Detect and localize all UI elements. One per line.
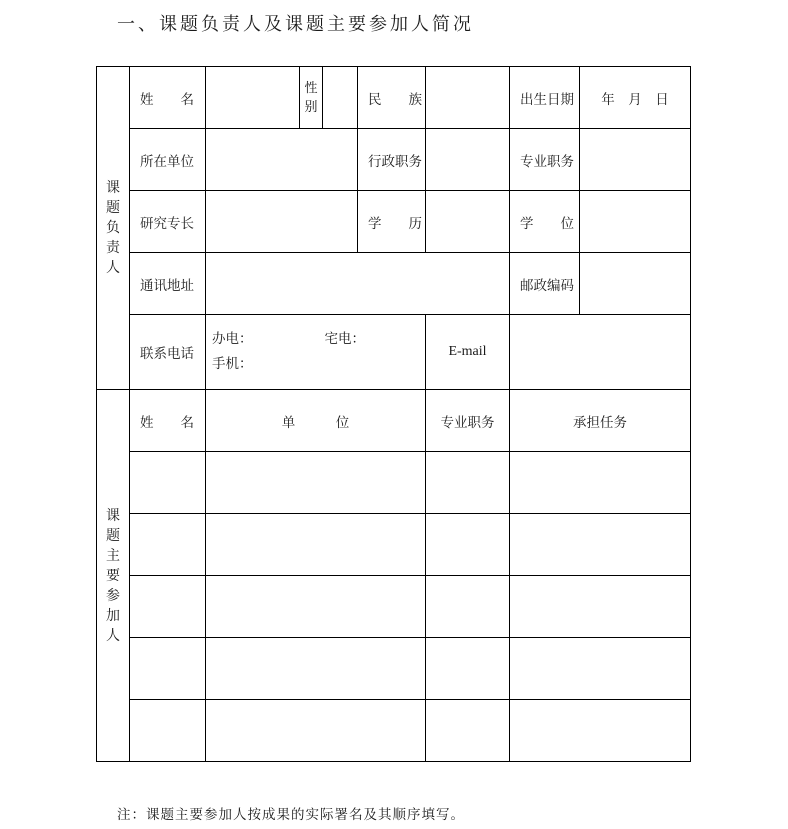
- participant-unit-field[interactable]: [206, 576, 426, 638]
- leader-pro-title-field[interactable]: [580, 129, 691, 191]
- leader-phone-field[interactable]: [206, 315, 426, 390]
- leader-ethnicity-label: 民 族: [358, 67, 426, 129]
- participants-label-char: 加: [106, 607, 120, 624]
- leader-phone-label: 联系电话: [130, 315, 206, 390]
- participant-unit-field[interactable]: [206, 452, 426, 514]
- leader-gender-label: [300, 67, 323, 129]
- participants-header-task: 承担任务: [510, 390, 691, 452]
- participants-header-pro-title: 专业职务: [426, 390, 510, 452]
- leader-education-field[interactable]: [426, 191, 510, 253]
- leader-name-label: 姓 名: [130, 67, 206, 129]
- participants-header-name: 姓 名: [130, 390, 206, 452]
- participant-row: [97, 700, 691, 762]
- leader-postcode-label: 邮政编码: [510, 253, 580, 315]
- participant-name-field[interactable]: [130, 638, 206, 700]
- leader-org-label: 所在单位: [130, 129, 206, 191]
- participant-task-field[interactable]: [510, 452, 691, 514]
- participant-unit-field[interactable]: [206, 638, 426, 700]
- home-phone-label: 宅电：: [324, 331, 365, 347]
- leader-row-contact: [97, 315, 691, 390]
- participant-row: [97, 514, 691, 576]
- participant-unit-field[interactable]: [206, 514, 426, 576]
- participants-label-char: 人: [106, 627, 120, 644]
- participants-label-char: 主: [106, 547, 120, 564]
- leader-org-field[interactable]: [206, 129, 358, 191]
- footnote: 注：课题主要参加人按成果的实际署名及其顺序填写。: [117, 807, 465, 823]
- leader-section-label: [97, 67, 130, 390]
- leader-label-char: 人: [106, 260, 120, 276]
- leader-education-label: 学 历: [358, 191, 426, 253]
- phone-line-1: [212, 327, 425, 352]
- leader-ethnicity-field[interactable]: [426, 67, 510, 129]
- leader-address-field[interactable]: [206, 253, 510, 315]
- participants-header-unit: 单 位: [206, 390, 426, 452]
- leader-pro-title-label: 专业职务: [510, 129, 580, 191]
- participant-name-field[interactable]: [130, 700, 206, 762]
- leader-email-label: E-mail: [426, 315, 510, 390]
- page-title: 一、课题负责人及课题主要参加人简况: [117, 14, 474, 35]
- leader-row-education: [97, 191, 691, 253]
- gender-label-char: 别: [304, 99, 318, 115]
- leader-birth-label: 出生日期: [510, 67, 580, 129]
- participants-header-row: [97, 390, 691, 452]
- leader-birth-field[interactable]: 年 月 日: [580, 67, 691, 129]
- leader-email-field[interactable]: [510, 315, 691, 390]
- leader-row-address: [97, 253, 691, 315]
- participant-pro-title-field[interactable]: [426, 514, 510, 576]
- participant-name-field[interactable]: [130, 576, 206, 638]
- leader-admin-title-label: 行政职务: [358, 129, 426, 191]
- leader-degree-label: 学 位: [510, 191, 580, 253]
- leader-specialty-label: 研究专长: [130, 191, 206, 253]
- participant-task-field[interactable]: [510, 638, 691, 700]
- participant-pro-title-field[interactable]: [426, 452, 510, 514]
- participant-name-field[interactable]: [130, 514, 206, 576]
- participant-task-field[interactable]: [510, 576, 691, 638]
- leader-label-char: 责: [106, 240, 120, 256]
- participants-label-char: 题: [106, 527, 120, 544]
- participant-unit-field[interactable]: [206, 700, 426, 762]
- participant-pro-title-field[interactable]: [426, 576, 510, 638]
- participants-label-char: 参: [106, 587, 120, 604]
- leader-gender-field[interactable]: [323, 67, 358, 129]
- participant-task-field[interactable]: [510, 700, 691, 762]
- leader-postcode-field[interactable]: [580, 253, 691, 315]
- participant-task-field[interactable]: [510, 514, 691, 576]
- project-personnel-table: [96, 66, 691, 762]
- participants-label-char: 要: [106, 567, 120, 584]
- participant-pro-title-field[interactable]: [426, 638, 510, 700]
- leader-label-char: 题: [106, 200, 120, 216]
- leader-address-label: 通讯地址: [130, 253, 206, 315]
- participant-row: [97, 576, 691, 638]
- leader-specialty-field[interactable]: [206, 191, 358, 253]
- gender-label-char: 性: [304, 80, 318, 96]
- participant-row: [97, 638, 691, 700]
- leader-row-org: [97, 129, 691, 191]
- leader-label-char: 负: [106, 220, 120, 236]
- office-phone-label: 办电：: [212, 331, 253, 347]
- leader-name-field[interactable]: [206, 67, 300, 129]
- participant-name-field[interactable]: [130, 452, 206, 514]
- participants-section-label: [97, 390, 130, 762]
- leader-label-char: 课: [106, 180, 120, 196]
- phone-line-2: [212, 352, 425, 377]
- participant-pro-title-field[interactable]: [426, 700, 510, 762]
- leader-degree-field[interactable]: [580, 191, 691, 253]
- leader-admin-title-field[interactable]: [426, 129, 510, 191]
- leader-row-basic: [97, 67, 691, 129]
- participant-row: [97, 452, 691, 514]
- participants-label-char: 课: [106, 507, 120, 524]
- mobile-label: 手机：: [212, 356, 253, 372]
